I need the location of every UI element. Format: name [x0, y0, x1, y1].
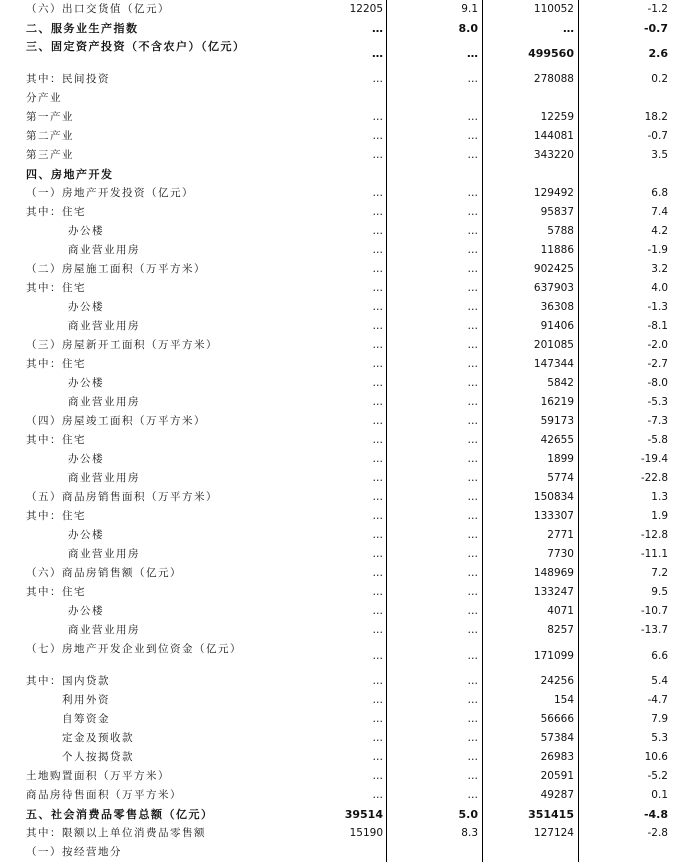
value-v1: …	[372, 415, 383, 427]
value-v3: 110052	[533, 3, 574, 15]
value-v2	[386, 89, 478, 108]
table-row	[0, 0, 690, 19]
value-v2: …	[467, 510, 478, 522]
table-row	[0, 507, 690, 526]
value-v4: -8.0	[647, 377, 668, 389]
value-v1: …	[372, 149, 383, 161]
value-v3: 7730	[547, 548, 574, 560]
value-v4: -1.2	[647, 3, 668, 15]
value-v2: …	[467, 770, 478, 782]
value-v3: 148969	[533, 567, 574, 579]
table-row	[0, 488, 690, 507]
row-label: 个人按揭贷款	[62, 751, 134, 763]
value-v1: …	[372, 675, 383, 687]
row-label: 利用外资	[62, 694, 110, 706]
value-v1: 15190	[349, 827, 383, 839]
value-v3	[482, 843, 574, 862]
value-v2: …	[467, 732, 478, 744]
row-label: 商业营业用房	[68, 548, 140, 560]
value-v4: -22.8	[640, 472, 668, 484]
value-v3: 49287	[540, 789, 574, 801]
value-v3: 1899	[547, 453, 574, 465]
table-row	[0, 545, 690, 564]
table-row	[0, 843, 690, 862]
value-v2: …	[467, 624, 478, 636]
row-label: （六）出口交货值（亿元）	[26, 3, 170, 15]
table-row	[0, 19, 690, 38]
table-row	[0, 640, 690, 672]
value-v3: 5774	[547, 472, 574, 484]
value-v1: …	[372, 751, 383, 763]
value-v4: 3.5	[651, 149, 668, 161]
value-v1: …	[372, 73, 383, 85]
table-row	[0, 583, 690, 602]
table-row	[0, 146, 690, 165]
value-v2: 8.3	[461, 827, 478, 839]
value-v2: …	[467, 187, 478, 199]
table-row	[0, 165, 690, 184]
value-v3: 56666	[540, 713, 574, 725]
value-v2: …	[467, 434, 478, 446]
row-label: 二、服务业生产指数	[26, 22, 139, 35]
table-row	[0, 184, 690, 203]
value-v1: …	[372, 713, 383, 725]
value-v1: …	[372, 339, 383, 351]
value-v3: 127124	[533, 827, 574, 839]
row-label: 第三产业	[26, 149, 74, 161]
value-v2: …	[467, 713, 478, 725]
value-v2: …	[467, 472, 478, 484]
value-v2: …	[467, 415, 478, 427]
value-v1: …	[372, 789, 383, 801]
value-v1: …	[372, 301, 383, 313]
value-v4: 5.3	[651, 732, 668, 744]
value-v2: …	[467, 675, 478, 687]
value-v2: …	[467, 694, 478, 706]
value-v3: 499560	[528, 47, 574, 60]
row-label: （四）房屋竣工面积（万平方米）	[26, 415, 206, 427]
value-v3: 133247	[533, 586, 574, 598]
value-v2: …	[467, 47, 478, 60]
value-v2: …	[467, 73, 478, 85]
row-label: 其中：住宅	[26, 282, 86, 294]
value-v1: …	[372, 377, 383, 389]
value-v1: 39514	[344, 808, 383, 821]
value-v2: 9.1	[461, 3, 478, 15]
row-label: 办公楼	[68, 529, 104, 541]
row-label: （六）商品房销售额（亿元）	[26, 567, 182, 579]
table-row	[0, 298, 690, 317]
row-label: 其中：住宅	[26, 206, 86, 218]
row-label: 第二产业	[26, 130, 74, 142]
value-v3: 8257	[547, 624, 574, 636]
value-v4: -1.3	[647, 301, 668, 313]
value-v3: …	[563, 22, 574, 35]
value-v1: …	[372, 491, 383, 503]
table-row	[0, 786, 690, 805]
value-v3	[482, 165, 574, 184]
column-divider	[482, 0, 483, 862]
row-label: 分产业	[26, 92, 62, 104]
table-row	[0, 672, 690, 691]
value-v2: …	[467, 339, 478, 351]
value-v2	[386, 843, 478, 862]
value-v2: …	[467, 358, 478, 370]
value-v4: 1.9	[651, 510, 668, 522]
table-row	[0, 336, 690, 355]
value-v2: …	[467, 548, 478, 560]
row-label: 商业营业用房	[68, 244, 140, 256]
value-v2: …	[467, 206, 478, 218]
value-v3: 57384	[540, 732, 574, 744]
table-row	[0, 710, 690, 729]
value-v4: -5.3	[647, 396, 668, 408]
row-label: 办公楼	[68, 377, 104, 389]
value-v2: …	[467, 225, 478, 237]
value-v2: …	[467, 529, 478, 541]
table-row	[0, 621, 690, 640]
value-v3	[482, 89, 574, 108]
table-row	[0, 393, 690, 412]
row-label: 商业营业用房	[68, 396, 140, 408]
value-v1	[290, 165, 383, 184]
value-v4: -2.8	[647, 827, 668, 839]
value-v2: 8.0	[458, 22, 478, 35]
value-v4	[578, 165, 668, 184]
value-v4	[578, 843, 668, 862]
value-v3: 59173	[540, 415, 574, 427]
value-v3: 95837	[540, 206, 574, 218]
value-v3: 637903	[533, 282, 574, 294]
value-v3: 2771	[547, 529, 574, 541]
value-v1: …	[372, 529, 383, 541]
row-label: 其中：住宅	[26, 358, 86, 370]
row-label: 其中：限额以上单位消费品零售额	[26, 827, 206, 839]
table-row	[0, 355, 690, 374]
table-row	[0, 526, 690, 545]
value-v4: -4.7	[647, 694, 668, 706]
value-v3: 42655	[540, 434, 574, 446]
row-label: 商业营业用房	[68, 320, 140, 332]
value-v3: 278088	[533, 73, 574, 85]
row-label: 其中：国内贷款	[26, 675, 110, 687]
table-row	[0, 691, 690, 710]
table-row	[0, 602, 690, 621]
value-v3: 91406	[540, 320, 574, 332]
value-v4: -2.7	[647, 358, 668, 370]
value-v3: 12259	[540, 111, 574, 123]
value-v4	[578, 89, 668, 108]
value-v4: 18.2	[644, 111, 668, 123]
column-divider	[386, 0, 387, 862]
table-row	[0, 89, 690, 108]
value-v3: 4071	[547, 605, 574, 617]
value-v2: …	[467, 111, 478, 123]
value-v2: …	[467, 130, 478, 142]
row-label: 自筹资金	[62, 713, 110, 725]
value-v1: …	[372, 206, 383, 218]
value-v1: …	[372, 244, 383, 256]
value-v2	[386, 165, 478, 184]
row-label: 其中：住宅	[26, 586, 86, 598]
value-v2: …	[467, 244, 478, 256]
value-v4: -12.8	[640, 529, 668, 541]
value-v3: 129492	[533, 187, 574, 199]
row-label: 定金及预收款	[62, 732, 134, 744]
row-label: 第一产业	[26, 111, 74, 123]
row-label: （一）房地产开发投资（亿元）	[26, 187, 194, 199]
row-label: （五）商品房销售面积（万平方米）	[26, 491, 218, 503]
value-v2: …	[467, 453, 478, 465]
value-v4: 7.2	[651, 567, 668, 579]
value-v3: 133307	[533, 510, 574, 522]
value-v3: 5788	[547, 225, 574, 237]
value-v4: 6.8	[651, 187, 668, 199]
row-label: （三）房屋新开工面积（万平方米）	[26, 339, 218, 351]
value-v1: …	[372, 47, 383, 60]
row-label: （一）按经营地分	[26, 846, 122, 858]
value-v4: -10.7	[640, 605, 668, 617]
value-v4: 0.1	[651, 789, 668, 801]
value-v1	[290, 843, 383, 862]
row-label: 办公楼	[68, 301, 104, 313]
value-v3: 24256	[540, 675, 574, 687]
value-v1: …	[372, 320, 383, 332]
value-v3: 147344	[533, 358, 574, 370]
value-v1: …	[372, 770, 383, 782]
value-v4: -11.1	[640, 548, 668, 560]
row-label: （二）房屋施工面积（万平方米）	[26, 263, 206, 275]
value-v1: …	[372, 586, 383, 598]
value-v3: 351415	[528, 808, 574, 821]
value-v1: 12205	[349, 3, 383, 15]
value-v1: …	[372, 225, 383, 237]
value-v4: 1.3	[651, 491, 668, 503]
value-v4: 6.6	[651, 650, 668, 662]
value-v4: 3.2	[651, 263, 668, 275]
value-v1: …	[372, 111, 383, 123]
row-label: 其中：住宅	[26, 434, 86, 446]
table-row	[0, 469, 690, 488]
value-v1: …	[372, 453, 383, 465]
table-row	[0, 38, 690, 70]
value-v1: …	[372, 358, 383, 370]
table-row	[0, 767, 690, 786]
table-row	[0, 222, 690, 241]
row-label: 土地购置面积（万平方米）	[26, 770, 170, 782]
row-label: 办公楼	[68, 605, 104, 617]
value-v1: …	[372, 434, 383, 446]
table-row	[0, 279, 690, 298]
value-v1: …	[372, 624, 383, 636]
value-v3: 36308	[540, 301, 574, 313]
value-v1: …	[372, 567, 383, 579]
value-v4: 4.0	[651, 282, 668, 294]
table-row	[0, 805, 690, 824]
value-v3: 20591	[540, 770, 574, 782]
row-label: 其中：民间投资	[26, 73, 110, 85]
value-v1: …	[372, 130, 383, 142]
table-row	[0, 260, 690, 279]
row-label: （七）房地产开发企业到位资金（亿元）	[26, 643, 242, 655]
table-row	[0, 450, 690, 469]
value-v4: -0.7	[647, 130, 668, 142]
row-label: 三、固定资产投资（不含农户）（亿元）	[26, 40, 246, 53]
value-v1: …	[372, 510, 383, 522]
table-row	[0, 748, 690, 767]
row-label: 办公楼	[68, 225, 104, 237]
value-v3: 201085	[533, 339, 574, 351]
table-row	[0, 431, 690, 450]
value-v2: …	[467, 377, 478, 389]
value-v2: …	[467, 301, 478, 313]
value-v2: …	[467, 567, 478, 579]
row-label: 四、房地产开发	[26, 168, 114, 181]
value-v3: 16219	[540, 396, 574, 408]
value-v4: 7.4	[651, 206, 668, 218]
value-v1: …	[372, 396, 383, 408]
value-v4: -13.7	[640, 624, 668, 636]
value-v4: -0.7	[643, 22, 668, 35]
value-v3: 150834	[533, 491, 574, 503]
row-label: 办公楼	[68, 453, 104, 465]
row-label: 商业营业用房	[68, 624, 140, 636]
value-v2: …	[467, 650, 478, 662]
value-v4: -7.3	[647, 415, 668, 427]
value-v3: 171099	[533, 650, 574, 662]
value-v3: 343220	[533, 149, 574, 161]
value-v2: …	[467, 320, 478, 332]
value-v2: …	[467, 751, 478, 763]
table-row	[0, 108, 690, 127]
value-v4: -19.4	[640, 453, 668, 465]
row-label: 其中：住宅	[26, 510, 86, 522]
table-row	[0, 127, 690, 146]
value-v1: …	[372, 694, 383, 706]
value-v4: 10.6	[644, 751, 668, 763]
value-v4: -5.2	[647, 770, 668, 782]
value-v4: -1.9	[647, 244, 668, 256]
value-v3: 5842	[547, 377, 574, 389]
table-row	[0, 317, 690, 336]
table-row	[0, 203, 690, 222]
value-v3: 902425	[533, 263, 574, 275]
value-v4: -4.8	[643, 808, 668, 821]
table-row	[0, 729, 690, 748]
value-v1: …	[372, 263, 383, 275]
table-row	[0, 564, 690, 583]
value-v4: 0.2	[651, 73, 668, 85]
value-v4: 5.4	[651, 675, 668, 687]
value-v2: …	[467, 282, 478, 294]
row-label: 商品房待售面积（万平方米）	[26, 789, 182, 801]
value-v4: 2.6	[648, 47, 668, 60]
value-v3: 11886	[540, 244, 574, 256]
value-v1: …	[372, 282, 383, 294]
table-row	[0, 412, 690, 431]
value-v2: …	[467, 263, 478, 275]
value-v4: 9.5	[651, 586, 668, 598]
value-v1: …	[372, 472, 383, 484]
value-v3: 154	[553, 694, 574, 706]
value-v2: 5.0	[458, 808, 478, 821]
value-v3: 144081	[533, 130, 574, 142]
value-v4: -2.0	[647, 339, 668, 351]
value-v2: …	[467, 586, 478, 598]
value-v1	[290, 89, 383, 108]
value-v1: …	[372, 22, 383, 35]
value-v4: -8.1	[647, 320, 668, 332]
row-label: 五、社会消费品零售总额（亿元）	[26, 808, 214, 821]
value-v1: …	[372, 732, 383, 744]
value-v2: …	[467, 789, 478, 801]
table-row	[0, 374, 690, 393]
column-divider	[578, 0, 579, 862]
value-v2: …	[467, 149, 478, 161]
table-row	[0, 241, 690, 260]
table-row	[0, 70, 690, 89]
value-v4: -5.8	[647, 434, 668, 446]
value-v1: …	[372, 548, 383, 560]
value-v2: …	[467, 605, 478, 617]
value-v2: …	[467, 491, 478, 503]
value-v3: 26983	[540, 751, 574, 763]
value-v4: 7.9	[651, 713, 668, 725]
value-v1: …	[372, 187, 383, 199]
value-v1: …	[372, 605, 383, 617]
row-label: 商业营业用房	[68, 472, 140, 484]
value-v1: …	[372, 650, 383, 662]
table-row	[0, 824, 690, 843]
value-v4: 4.2	[651, 225, 668, 237]
value-v2: …	[467, 396, 478, 408]
